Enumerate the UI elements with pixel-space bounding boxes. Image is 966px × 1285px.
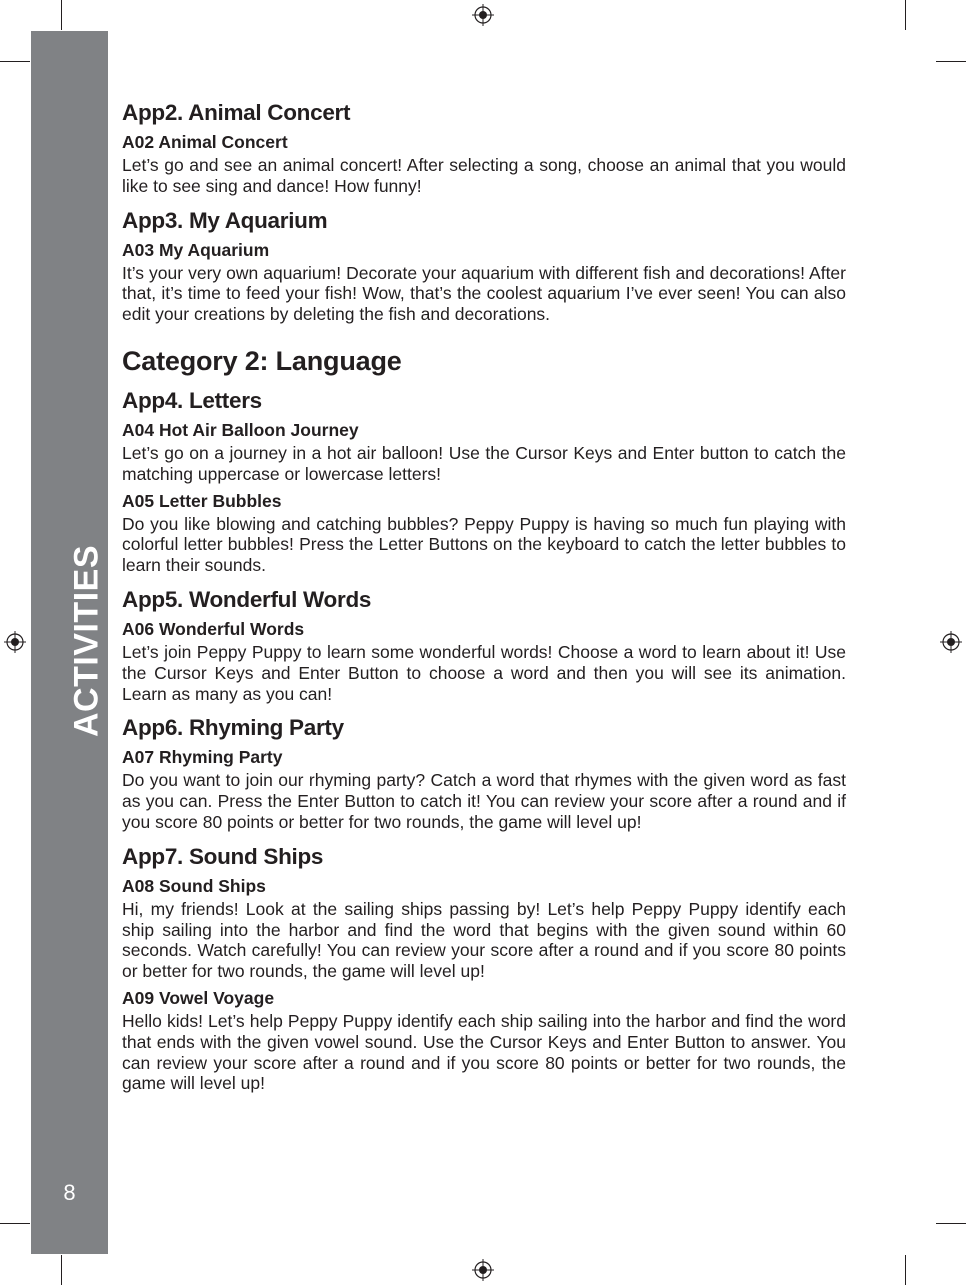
activity-description: It’s your very own aquarium! Decorate your aquarium with different fish and decorations! After that, it’s time to feed your fish! Wow, that’s the coolest aquarium I’ve ever seen! You can also edit your creations by deleting the fish and decorations. — [122, 262, 846, 325]
activity-title: A05 Letter Bubbles — [122, 490, 282, 511]
app-heading: App3. My Aquarium — [122, 207, 328, 233]
page-content — [122, 100, 846, 1094]
activity-title: A09 Vowel Voyage — [122, 987, 275, 1008]
activity-title: A03 My Aquarium — [122, 239, 270, 260]
crop-mark — [905, 0, 906, 30]
activity-description: Let’s go and see an animal concert! After selecting a song, choose an animal that you would like to see sing and dance! How funny! — [122, 155, 846, 196]
activity-description: Hi, my friends! Look at the sailing ships passing by! Let’s help Peppy Puppy identify each ship sailing into the harbor and find the word that begins with the given sound within 60 seconds. Watch carefully! You can review your score after a round and if you score 80 points or better for two rounds, the game will level up! — [122, 898, 846, 982]
crop-mark — [905, 1255, 906, 1285]
crop-mark — [61, 0, 62, 30]
registration-mark-icon — [472, 1259, 494, 1281]
activity-title: A06 Wonderful Words — [122, 618, 305, 639]
sidebar-label: ACTIVITIES — [67, 544, 106, 738]
crop-mark — [61, 1255, 62, 1285]
app-heading: App6. Rhyming Party — [122, 715, 344, 741]
app-heading: App5. Wonderful Words — [122, 586, 372, 612]
crop-mark — [936, 61, 966, 62]
activity-title: A08 Sound Ships — [122, 875, 266, 896]
activity-title: A04 Hot Air Balloon Journey — [122, 419, 359, 440]
app-heading: App2. Animal Concert — [122, 100, 351, 125]
page-number: 8 — [63, 1180, 76, 1205]
registration-mark-icon — [4, 631, 26, 653]
crop-mark — [936, 1223, 966, 1224]
activity-title: A02 Animal Concert — [122, 132, 288, 152]
category-heading: Category 2: Language — [122, 345, 402, 376]
app-heading: App7. Sound Ships — [122, 843, 324, 869]
app-heading: App4. Letters — [122, 387, 262, 413]
crop-mark — [0, 1223, 30, 1224]
activity-description: Let’s go on a journey in a hot air balloon! Use the Cursor Keys and Enter button to catch the matching uppercase or lowercase letters! — [122, 442, 846, 484]
activity-description: Hello kids! Let’s help Peppy Puppy identify each ship sailing into the harbor and find the word that ends with the given vowel sound. Use the Cursor Keys and Enter Button to answer. You can review your score after a round and if you score 80 points or better for two rounds, the game will level up! — [122, 1010, 846, 1094]
registration-mark-icon — [472, 4, 494, 26]
activity-title: A07 Rhyming Party — [122, 747, 283, 768]
activity-description: Do you like blowing and catching bubbles? Peppy Puppy is having so much fun playing with colorful letter bubbles! Press the Letter Buttons on the keyboard to catch the letter bubbles to learn their sounds. — [122, 513, 846, 576]
crop-mark — [0, 61, 30, 62]
activity-description: Let’s join Peppy Puppy to learn some wonderful words! Choose a word to learn about it! Use the Cursor Keys and Enter Button to choose a word and then you will see its animation. Learn as many as you can! — [122, 641, 846, 704]
activity-description: Do you want to join our rhyming party? Catch a word that rhymes with the given word as fast as you can. Press the Enter Button to catch it! You can review your score after a round and if you score 80 points or better for two rounds, the game will level up! — [122, 770, 846, 832]
registration-mark-icon — [940, 631, 962, 653]
